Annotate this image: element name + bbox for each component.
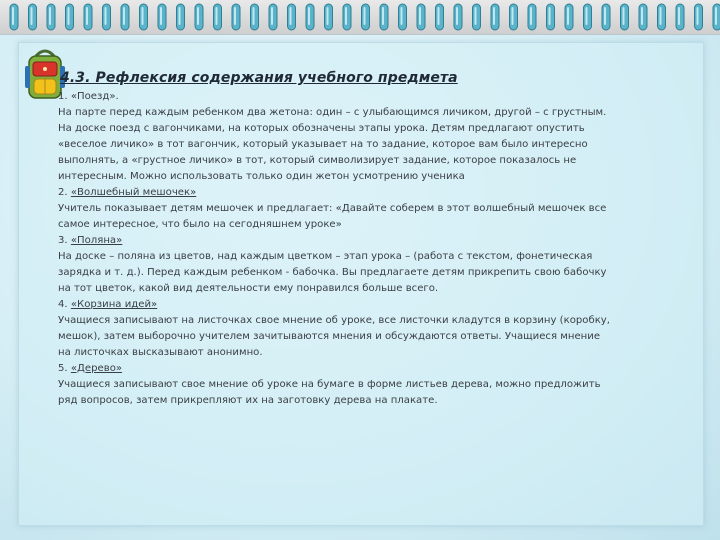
section-1 — [58, 89, 678, 185]
spiral-binding-icon — [0, 0, 720, 35]
text-line: на тот цветок, какой вид деятельности ему понравился больше всего. — [58, 283, 439, 294]
slide-heading: 4.3. Рефлексия содержания учебного предмета — [60, 70, 458, 86]
text-line: мешок), затем выборочно учителем зачитываются мнения и обсуждаются ответы. Учащиеся мнение — [58, 331, 601, 342]
text-line: интересным. Можно использовать только один жетон усмотрению ученика — [58, 171, 465, 182]
text-line: на листочках высказывают анонимно. — [58, 347, 263, 358]
text-line: На доске поезд с вагончиками, на которых обозначены этапы урока. Детям предлагают опустить — [58, 123, 585, 134]
text-line: На доске – поляна из цветов, над каждым цветком – этап урока – (работа с текстом, фонетическая — [58, 251, 593, 262]
content-body — [58, 89, 678, 409]
section-2 — [58, 185, 678, 233]
text-line: выполнять, а «грустное личико» в тот, который символизирует задание, которое показалось не — [58, 155, 577, 166]
text-line: Учащиеся записывают на листочках свое мнение об уроке, все листочки кладутся в корзину (коробку, — [58, 315, 610, 326]
section-4 — [58, 297, 678, 361]
section-title: 5. «Дерево» — [58, 363, 123, 374]
text-line: ряд вопросов, затем прикрепляют их на заготовку дерева на плакате. — [58, 395, 438, 406]
section-title: 1. «Поезд». — [58, 91, 119, 102]
section-title: 3. «Поляна» — [58, 235, 123, 246]
text-line: самое интересное, что было на сегодняшнем уроке» — [58, 219, 342, 230]
section-5 — [58, 361, 678, 409]
section-title: 2. «Волшебный мешочек» — [58, 187, 197, 198]
text-line: На парте перед каждым ребенком два жетона: один – с улыбающимся личиком, другой – с грустным. — [58, 107, 607, 118]
text-line: «веселое личико» в тот вагончик, который указывает на то задание, которое вам было интересно — [58, 139, 588, 150]
section-title: 4. «Корзина идей» — [58, 299, 158, 310]
section-3 — [58, 233, 678, 297]
text-line: зарядка и т. д.). Перед каждым ребенком - бабочка. Вы предлагаете детям прикрепить свою бабочку — [58, 267, 607, 278]
text-line: Учитель показывает детям мешочек и предлагает: «Давайте соберем в этот волшебный мешочек все — [58, 203, 607, 214]
text-line: Учащиеся записывают свое мнение об уроке на бумаге в форме листьев дерева, можно предложить — [58, 379, 601, 390]
